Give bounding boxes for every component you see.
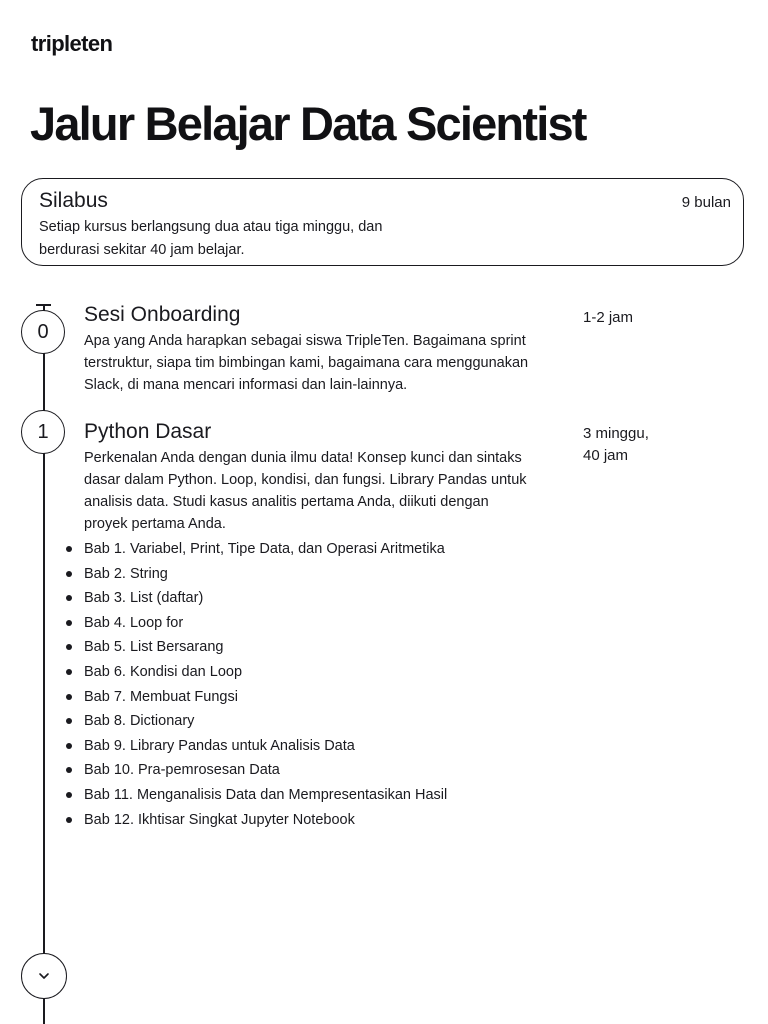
chapter-item: Bab 2. String [65,562,447,587]
module-description-line: Perkenalan Anda dengan dunia ilmu data! Konsep kunci dan sintaks [84,450,522,466]
module-description-line: Apa yang Anda harapkan sebagai siswa TripleTen. Bagaimana sprint [84,333,526,349]
chapter-list [65,537,447,832]
syllabus-description-line: Setiap kursus berlangsung dua atau tiga minggu, dan [39,219,383,235]
syllabus-duration: 9 bulan [681,194,731,211]
module-description-line: Slack, di mana mencari informasi dan lain-lainnya. [84,377,408,393]
step-number-circle-0: 0 [21,310,65,354]
chapter-item: Bab 6. Kondisi dan Loop [65,660,447,685]
module-title-onboarding: Sesi Onboarding [84,303,241,326]
syllabus-description [39,216,459,262]
chapter-item: Bab 12. Ikhtisar Singkat Jupyter Notebook [65,808,447,833]
tripleten-logo: tripleten [31,31,113,56]
module-duration-line: 3 minggu, [583,425,649,442]
chapter-item: Bab 1. Variabel, Print, Tipe Data, dan Operasi Aritmetika [65,537,447,562]
chapter-item: Bab 7. Membuat Fungsi [65,685,447,710]
syllabus-card [21,178,744,266]
module-duration-line: 1-2 jam [583,309,634,326]
module-duration-python-dasar [583,423,703,467]
chapter-item: Bab 3. List (daftar) [65,586,447,611]
step-number-circle-1: 1 [21,410,65,454]
chapter-item: Bab 9. Library Pandas untuk Analisis Data [65,734,447,759]
module-description-line: terstruktur, siapa tim bimbingan kami, bagaimana cara menggunakan [84,355,529,371]
chapter-item: Bab 10. Pra-pemrosesan Data [65,758,447,783]
expand-button[interactable] [21,953,67,999]
module-description-line: analisis data. Studi kasus analitis pertama Anda, diikuti dengan [84,494,489,510]
module-description-line: proyek pertama Anda. [84,516,226,532]
chevron-down-icon [37,971,51,981]
syllabus-description-line: berdurasi sekitar 40 jam belajar. [39,242,245,258]
chapter-item: Bab 5. List Bersarang [65,635,447,660]
chapter-item: Bab 11. Menganalisis Data dan Mempresentasikan Hasil [65,783,447,808]
page-title: Jalur Belajar Data Scientist [30,97,586,150]
module-duration-onboarding [583,307,703,329]
module-description-python-dasar [84,447,574,535]
syllabus-title: Silabus [39,189,108,212]
module-description-line: dasar dalam Python. Loop, kondisi, dan fungsi. Library Pandas untuk [84,472,527,488]
module-duration-line: 40 jam [583,447,629,464]
chapter-item: Bab 8. Dictionary [65,709,447,734]
chapter-item: Bab 4. Loop for [65,611,447,636]
module-title-python-dasar: Python Dasar [84,420,212,443]
module-description-onboarding [84,330,574,396]
